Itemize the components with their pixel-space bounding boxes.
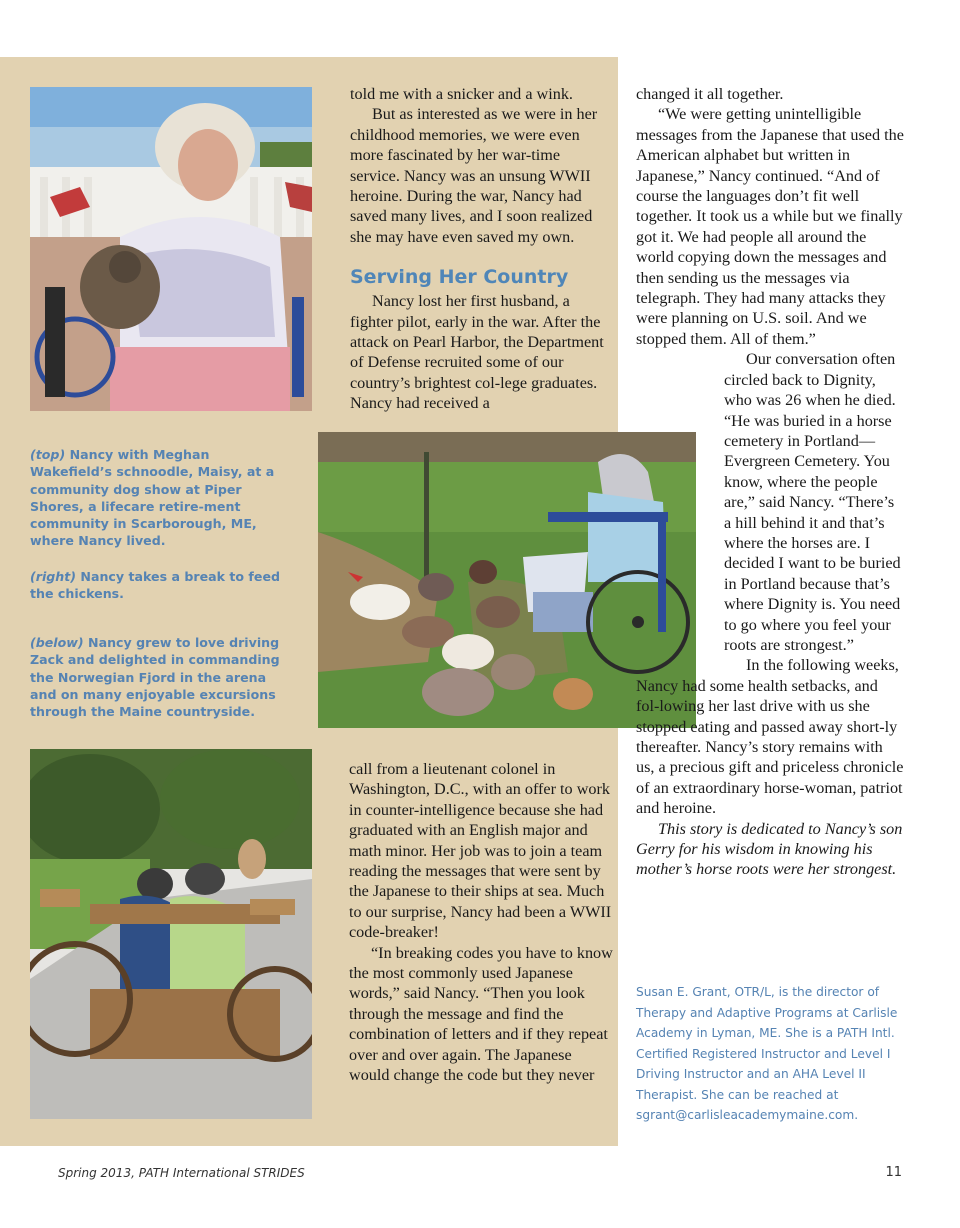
dedication: This story is dedicated to Nancy’s son Gerry for his wisdom in knowing his mother’s horse roots were her strongest. [636,819,903,879]
caption-right [30,568,292,603]
image-wrap-spacer [636,371,724,663]
page-number: 11 [885,1165,902,1180]
caption-top [30,446,292,550]
body-paragraph: changed it all together. [636,85,784,103]
author-bio: Susan E. Grant, OTR/L, is the director of Therapy and Adaptive Programs at Carlisle Academy in Lyman, ME. She is a PATH Intl. Certified Registered Instructor and Level I Driving Instructor and an AHA Level II Therapist. She can be reached at sgrant@carlisleacademymaine.com. [636,985,898,1122]
body-paragraph: But as interested as we were in her childhood memories, we were even more fascinated by her war-time service. Nancy was an unsung WWII heroine. During the war, Nancy had saved many lives, and I soon realized she may have even saved my own. [350,105,598,246]
caption-below [30,634,292,720]
photo-nancy-driving-cart [30,749,312,1119]
body-paragraph: “We were getting unintelligible messages from the Japanese that used the American alphabet but written in Japanese,” Nancy continued. “And of course the languages don’t fit well together. It took us a while but we finally got it. We had people all around the world copying down the messages and then sending us the messages via telegraph. They had many attacks they were planning on U.S. soil. And we stopped them. All of them.” [636,105,904,348]
body-paragraph: call from a lieutenant colonel in Washington, D.C., with an offer to work in counter-intelligence because she had graduated with an English major and math minor. Her job was to join a team reading the messages that were sent by the Japanese to their ships at sea. Much to our surprise, Nancy had been a WWII code-breaker! [349,760,612,942]
column-2-bottom [349,759,615,1086]
body-paragraph: Nancy lost her first husband, a fighter pilot, early in the war. After the attack on Pearl Harbor, the Department of Defense recruited some of our country’s brightest col-lege graduates. Nancy had received a [350,292,604,413]
caption-tag: (below) [30,635,84,650]
photo-nancy-with-dog [30,87,312,411]
column-2-top [350,84,612,414]
body-paragraph: Our conversation often circled back to Dignity, who was 26 when he died. “He was buried in a horse cemetery in Portland—Evergreen Cemetery. You know, where the people are,” said Nancy. “There’s a hill behind it and that’s where the horses are. I decided I want to be buried in Portland because that’s where Dignity is. You need to go where you feel your roots are strongest.” [724,350,901,654]
body-paragraph: In the following weeks, Nancy had some health setbacks, and fol-lowing her last drive with us she stopped eating and passed away short-ly thereafter. Nancy’s story remains with us, a precious gift and priceless chronicle of an extraordinary horse-woman, patriot and heroine. [636,656,904,818]
footer-publication: Spring 2013, PATH International STRIDES [58,1166,305,1180]
caption-text: Nancy with Meghan Wakefield’s schnoodle, Maisy, at a community dog show at Piper Shores, a lifecare retire-ment community in Scarborough, ME, where Nancy lived. [30,447,275,549]
caption-tag: (top) [30,447,66,462]
column-3 [636,84,904,880]
body-paragraph: “In breaking codes you have to know the most commonly used Japanese words,” said Nancy. “Then you look through the message and find the combination of letters and if they repeat over and over again. The Japanese would change the code but they never [349,943,613,1085]
caption-tag: (right) [30,569,77,584]
section-heading: Serving Her Country [350,266,569,289]
caption-text: Nancy takes a break to feed the chickens. [30,569,281,602]
caption-text: Nancy grew to love driving Zack and delighted in commanding the Norwegian Fjord in the arena and on many enjoyable excursions through the Maine countryside. [30,635,280,720]
body-paragraph: told me with a snicker and a wink. [350,85,573,103]
